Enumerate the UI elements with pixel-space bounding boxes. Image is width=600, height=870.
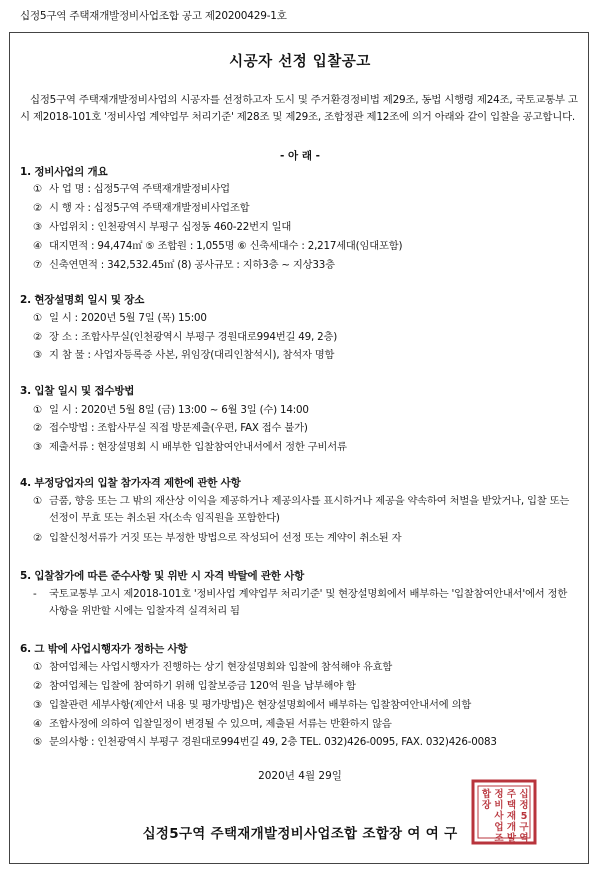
seal-glyph: 택 xyxy=(506,800,517,811)
item-text: 일 시 : 2020년 5월 8일 (금) 13:00 ~ 6월 3일 (수) 14:00 xyxy=(49,404,309,416)
item-text: 장 소 : 조합사무실(인천광역시 부평구 경원대로994번길 49, 2층) xyxy=(49,331,338,343)
section-heading: 1. 정비사업의 개요 xyxy=(20,166,108,178)
item-text: 조합사정에 의하여 입찰일정이 변경될 수 있으며, 제출된 서류는 반환하지 않음 xyxy=(49,718,392,730)
list-item xyxy=(33,329,588,346)
below-marker: - 아 래 - xyxy=(280,150,320,162)
item-number: ② xyxy=(33,331,43,343)
item-text: 금품, 향응 또는 그 밖의 재산상 이익을 제공하거나 제공의사를 표시하거나 제공을 약속하여 처벌을 받았거나, 입찰 또는 선정이 무효 또는 취소된 자(소속 임직원을 포함한다) xyxy=(49,495,570,524)
list-item xyxy=(33,716,588,733)
item-text: 문의사항 : 인천광역시 부평구 경원대로994번길 49, 2층 TEL. 032)426-0095, FAX. 032)426-0083 xyxy=(49,736,497,748)
section-heading: 5. 입찰참가에 따른 준수사항 및 위반 시 자격 박탈에 관한 사항 xyxy=(20,570,305,582)
item-text: 지 참 물 : 사업자등록증 사본, 위임장(대리인참석시), 참석자 명함 xyxy=(49,349,335,361)
seal-glyph: 역 xyxy=(519,833,529,844)
document-title: 시공자 선정 입찰공고 xyxy=(229,54,371,70)
item-number: ④ xyxy=(33,718,43,730)
item-number: ① xyxy=(33,312,43,324)
list-item xyxy=(33,659,588,676)
notice-date: 2020년 4월 29일 xyxy=(258,770,342,782)
seal-glyph: 정 xyxy=(494,789,504,800)
list-item xyxy=(33,310,588,327)
item-number: ② xyxy=(33,532,43,544)
seal-glyph: 장 xyxy=(481,800,492,811)
seal-glyph: 구 xyxy=(519,822,529,833)
list-item xyxy=(33,200,588,217)
seal-glyph: 5 xyxy=(520,811,528,822)
item-text: 시 행 자 : 십정5구역 주택재개발정비사업조합 xyxy=(49,202,250,214)
section-heading: 2. 현장설명회 일시 및 장소 xyxy=(20,294,145,306)
item-number: ① xyxy=(33,404,43,416)
seal-glyph: 조 xyxy=(494,833,504,844)
item-text: 사 업 명 : 십정5구역 주택재개발정비사업 xyxy=(49,183,230,195)
seal-glyph: 주 xyxy=(506,789,517,800)
item-number: ① xyxy=(33,661,43,673)
list-item xyxy=(33,257,588,274)
item-number: ① xyxy=(33,495,43,507)
item-bullet: - xyxy=(33,588,37,600)
item-number: ② xyxy=(33,422,43,434)
list-item xyxy=(33,678,588,695)
list-item xyxy=(33,439,588,456)
item-text: 대지면적 : 94,474㎡ ⑤ 조합원 : 1,055명 ⑥ 신축세대수 : 2,217세대(임대포함) xyxy=(49,240,403,252)
item-number: ⑤ xyxy=(33,736,43,748)
item-number: ② xyxy=(33,202,43,214)
list-item xyxy=(33,586,588,619)
intro-paragraph: 십정5구역 주택재개발정비사업의 시공자를 선정하고자 도시 및 주거환경정비법 제29조, 동법 시행령 제24조, 국토교통부 고시 제2018-101호 '정비사업 계약업무 처리기준' 제28조 및 제29조, 조합정관 제12조에 의거 아래와 같이 입찰을 공고합니다. xyxy=(20,94,578,123)
item-number: ④ xyxy=(33,240,43,252)
seal-glyph: 사 xyxy=(494,811,504,822)
item-text: 입찰신청서류가 거짓 또는 부정한 방법으로 작성되어 선정 또는 계약이 취소된 자 xyxy=(49,532,402,544)
section-heading: 6. 그 밖에 사업시행자가 정하는 사항 xyxy=(20,643,188,655)
item-text: 신축연면적 : 342,532.45㎡ (8) 공사규모 : 지하3층 ~ 지상33층 xyxy=(49,259,335,271)
item-number: ① xyxy=(33,183,43,195)
seal-glyph: 정 xyxy=(519,800,529,811)
item-number: ⑦ xyxy=(33,259,43,271)
item-number: ② xyxy=(33,680,43,692)
seal-glyph: 개 xyxy=(506,822,517,833)
section-heading: 4. 부정당업자의 입찰 참가자격 제한에 관한 사항 xyxy=(20,477,241,489)
section-heading: 3. 입찰 일시 및 접수방법 xyxy=(20,385,135,397)
list-item xyxy=(33,181,588,198)
list-item xyxy=(33,493,588,526)
item-number: ③ xyxy=(33,699,43,711)
seal-glyph: 업 xyxy=(494,822,504,833)
list-item xyxy=(33,420,588,437)
list-item xyxy=(33,238,588,255)
seal-glyph: 재 xyxy=(506,811,517,822)
signer-line: 십정5구역 주택재개발정비사업조합 조합장 여 여 구 xyxy=(142,826,458,842)
item-text: 참여업체는 사업시행자가 진행하는 상기 현장설명회와 입찰에 참석해야 유효함 xyxy=(49,661,393,673)
list-item xyxy=(33,734,588,751)
seal-glyph: 십 xyxy=(519,789,529,800)
item-text: 국토교통부 고시 제2018-101호 '정비사업 계약업무 처리기준' 및 현장설명회에서 배부하는 '입찰참여안내서'에서 정한 사항을 위반할 시에는 입찰자격 실격처리 됨 xyxy=(49,588,568,617)
item-text: 참여업체는 입찰에 참여하기 위해 입찰보증금 120억 원을 납부해야 함 xyxy=(49,680,356,692)
item-text: 접수방법 : 조합사무실 직접 방문제출(우편, FAX 접수 불가) xyxy=(49,422,308,434)
notice-number: 십정5구역 주택재개발정비사업조합 공고 제20200429-1호 xyxy=(20,10,287,22)
list-item xyxy=(33,402,588,419)
item-number: ③ xyxy=(33,441,43,453)
item-number: ③ xyxy=(33,349,43,361)
seal-glyph: 비 xyxy=(494,800,504,811)
item-number: ③ xyxy=(33,221,43,233)
list-item xyxy=(33,530,588,547)
item-text: 제출서류 : 현장설명회 시 배부한 입찰참여안내서에서 정한 구비서류 xyxy=(49,441,347,453)
item-text: 사업위치 : 인천광역시 부평구 십정동 460-22번지 일대 xyxy=(49,221,292,233)
item-text: 입찰관련 세부사항(제안서 내용 및 평가방법)은 현장설명회에서 배부하는 입찰참여안내서에 의함 xyxy=(49,699,472,711)
list-item xyxy=(33,347,588,364)
item-text: 일 시 : 2020년 5월 7일 (목) 15:00 xyxy=(49,312,207,324)
list-item xyxy=(33,219,588,236)
seal-glyph: 발 xyxy=(506,833,517,844)
list-item xyxy=(33,697,588,714)
seal-glyph: 합 xyxy=(481,789,492,800)
